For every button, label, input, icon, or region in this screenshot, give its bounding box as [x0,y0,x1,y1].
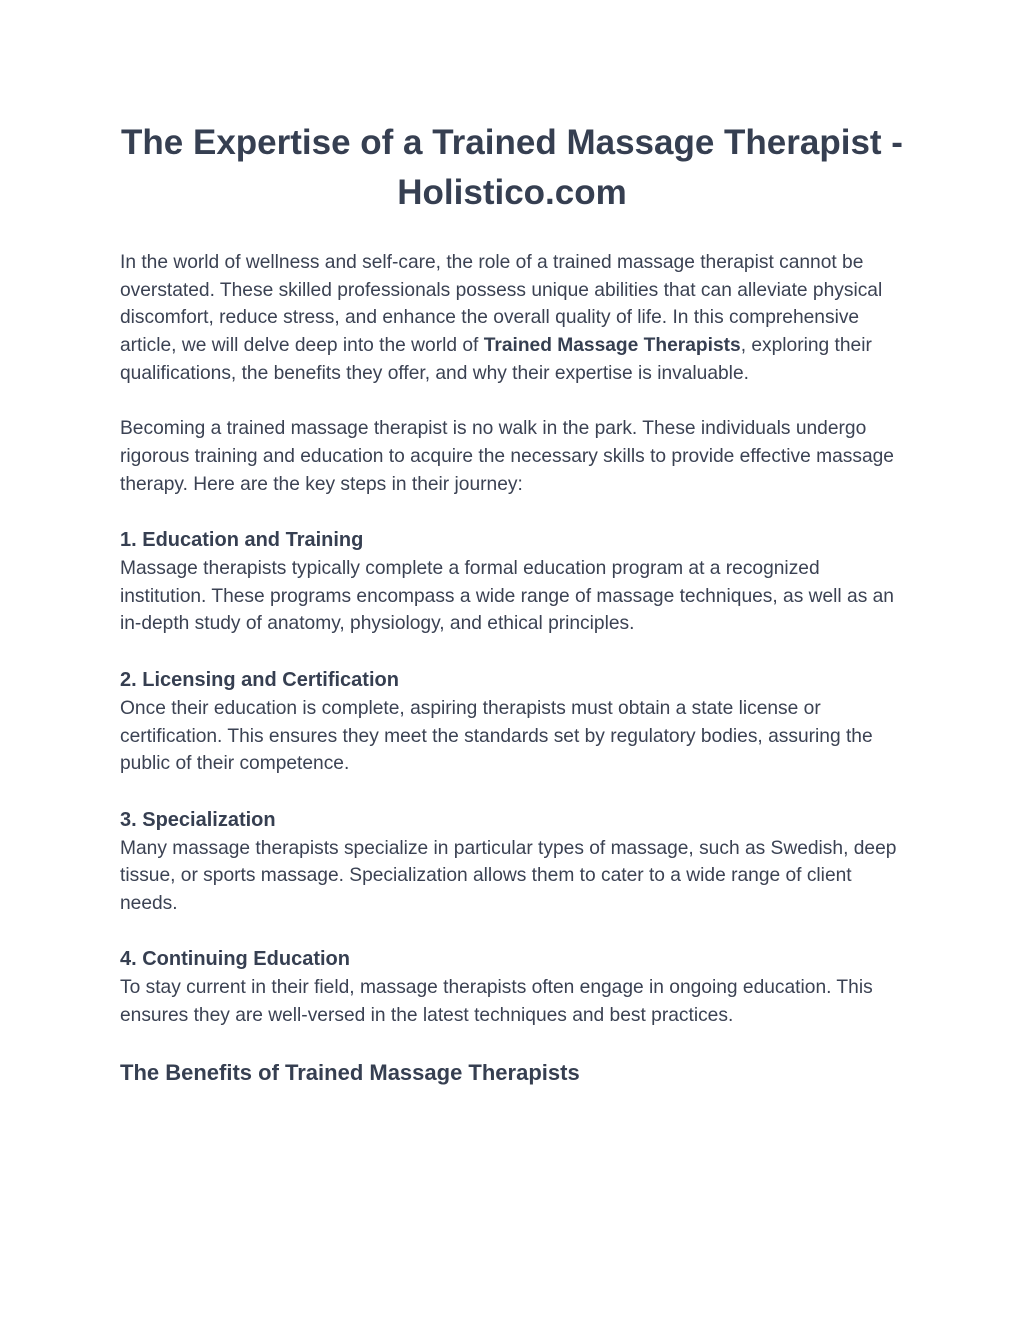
intro-text-after: , exploring their qualifications, the benefits they offer, and why their expertise is invaluable. [120,335,872,384]
page-title: The Expertise of a Trained Massage Therapist - Holistico.com [121,123,903,212]
benefits-section-heading: The Benefits of Trained Massage Therapists [120,1059,580,1085]
journey-intro-paragraph: Becoming a trained massage therapist is no walk in the park. These individuals undergo rigorous training and education to acquire the necessary skills to provide effective massage therapy. Here are the key steps in their journey: [120,418,894,495]
intro-bold-term: Trained Massage Therapists [483,335,741,357]
step-heading-licensing: 2. Licensing and Certification [120,668,399,691]
article-body [120,249,910,1089]
step-body-education: Massage therapists typically complete a formal education program at a recognized institution. These programs encompass a wide range of massage techniques, as well as an in-depth study of anatomy, physiology, and ethical principles. [120,558,894,635]
step-body-specialization: Many massage therapists specialize in particular types of massage, such as Swedish, deep tissue, or sports massage. Specialization allows them to cater to a wide range of client needs. [120,837,897,914]
step-body-continuing-education: To stay current in their field, massage therapists often engage in ongoing education. This ensures they are well-versed in the latest techniques and best practices. [120,977,873,1027]
step-heading-education: 1. Education and Training [120,529,364,551]
intro-paragraph [120,249,910,388]
intro-text-before: In the world of wellness and self-care, the role of a trained massage therapist cannot be overstated. These skilled professionals possess unique abilities that can alleviate physical discomfort, reduce stress, and enhance the overall quality of life. In this comprehensive article, we will delve deep into the world of [120,252,883,357]
step-heading-specialization: 3. Specialization [120,808,276,831]
step-body-licensing: Once their education is complete, aspiring therapists must obtain a state license or certification. This ensures they meet the standards set by regulatory bodies, assuring the public of their competence. [120,697,873,775]
step-heading-continuing-education: 4. Continuing Education [120,948,350,971]
